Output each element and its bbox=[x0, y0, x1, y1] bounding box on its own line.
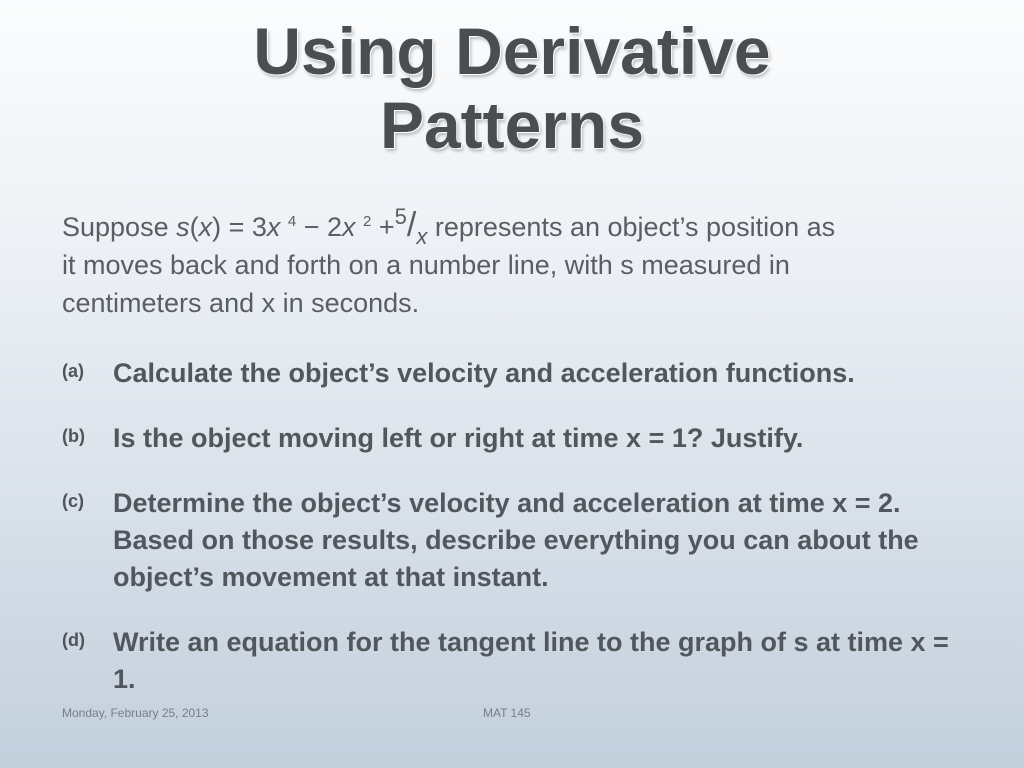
fraction-slash: / bbox=[406, 206, 417, 244]
fraction-denominator: x bbox=[416, 224, 428, 249]
slide-title-line-2: Patterns bbox=[379, 88, 645, 162]
footer-date: Monday, February 25, 2013 bbox=[62, 706, 209, 720]
question-d-label: (d) bbox=[62, 630, 85, 650]
minus-term: − 2 bbox=[296, 212, 343, 242]
question-b-text: Is the object moving left or right at time x = 1? Justify. bbox=[113, 423, 804, 453]
problem-statement-line-1-rest: represents an object’s position as bbox=[427, 212, 836, 242]
question-d-text: Write an equation for the tangent line to the graph of s at time x = 1. bbox=[113, 627, 949, 694]
question-a-text: Calculate the object’s velocity and acceleration functions. bbox=[113, 358, 855, 388]
term2-variable: x bbox=[342, 212, 356, 242]
problem-statement-line-1: Suppose s(x) = 3x $^4$ − 2x $^2 +^5/_x$ represents an object’s position as bbox=[62, 204, 836, 249]
slide-title bbox=[0, 14, 1024, 162]
footer-course: MAT 145 bbox=[483, 706, 531, 720]
question-c-text: Determine the object’s velocity and acceleration at time x = 2. Based on those results, describe everything you can about the object’s movement at that instant. bbox=[113, 488, 919, 592]
function-variable: x bbox=[198, 212, 213, 242]
slide-title-line-1: Using Derivative bbox=[253, 14, 771, 88]
term1-variable: x bbox=[266, 212, 281, 242]
plus-term: + bbox=[371, 212, 395, 242]
problem-statement bbox=[62, 204, 962, 322]
equals-term: ) = 3 bbox=[212, 212, 267, 242]
term1-exponent: 4 bbox=[287, 213, 297, 230]
question-b-label: (b) bbox=[62, 426, 85, 446]
problem-statement-line-3: centimeters and x in seconds. bbox=[62, 288, 420, 318]
function-name: s bbox=[176, 212, 190, 242]
fraction-numerator: 5 bbox=[394, 204, 407, 229]
term2-exponent: 2 bbox=[363, 213, 372, 230]
question-a-label: (a) bbox=[62, 361, 84, 381]
question-c-label: (c) bbox=[62, 491, 84, 511]
problem-statement-line-2: it moves back and forth on a number line, with s measured in bbox=[62, 250, 790, 280]
intro-suppose: Suppose bbox=[62, 212, 177, 242]
